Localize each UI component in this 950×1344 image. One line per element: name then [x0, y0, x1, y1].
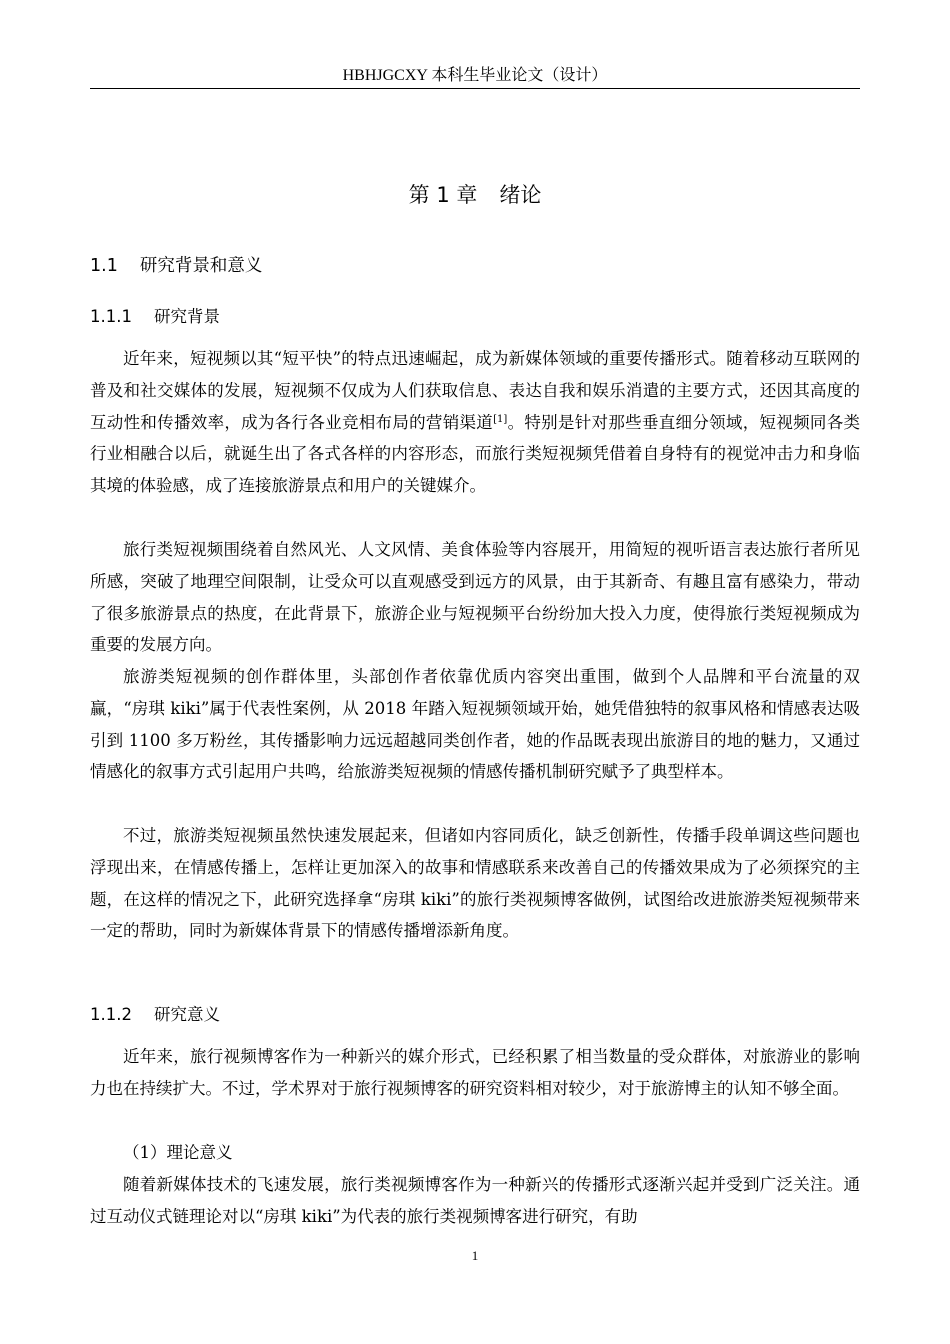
paragraph-background-4: 不过，旅游类短视频虽然快速发展起来，但诸如内容同质化，缺乏创新性，传播手段单调这些问题也浮现出来，在情感传播上，怎样让更加深入的故事和情感联系来改善自己的传播效果成为了必须探究的主题，在这样的情况之下，此研究选择拿“房琪 kiki”的旅行类视频博客做例，试图给改进旅游类短视频带来一定的帮助，同时为新媒体背景下的情感传播增添新角度。 — [90, 826, 860, 941]
section-title: 研究背景 — [153, 307, 220, 326]
paragraph-significance-2: 随着新媒体技术的飞速发展，旅行类视频博客作为一种新兴的传播形式逐渐兴起并受到广泛关注。通过互动仪式链理论对以“房琪 kiki”为代表的旅行类视频博客进行研究，有助 — [90, 1175, 860, 1226]
section-number: 1.1.2 — [90, 1005, 132, 1024]
section-number: 1.1.1 — [90, 307, 132, 326]
paragraph-background-1 — [90, 343, 860, 502]
subheading-theory: （1）理论意义 — [123, 1143, 233, 1162]
section-title: 研究意义 — [153, 1005, 220, 1024]
header-rule — [90, 88, 860, 89]
chapter-number: 第 1 章 — [408, 183, 478, 207]
citation-ref: [1] — [493, 413, 508, 425]
paragraph-background-2: 旅行类短视频围绕着自然风光、人文风情、美食体验等内容展开，用简短的视听语言表达旅行者所见所感，突破了地理空间限制，让受众可以直观感受到远方的风景，由于其新奇、有趣且富有感染力，带动了很多旅游景点的热度，在此背景下，旅游企业与短视频平台纷纷加大投入力度，使得旅行类短视频成为重要的发展方向。 — [90, 540, 860, 655]
paragraph-text: 。特别是针对那些垂直细分领域，短视频同各类行业相融合以后，就诞生出了各式各样的内容形态，而旅行类短视频凭借着自身特有的视觉冲击力和身临其境的体验感，成了连接旅游景点和用户的关键媒介。 — [90, 412, 861, 496]
paragraph-significance-1: 近年来，旅行视频博客作为一种新兴的媒介形式，已经积累了相当数量的受众群体，对旅游业的影响力也在持续扩大。不过，学术界对于旅行视频博客的研究资料相对较少，对于旅游博主的认知不够全面。 — [90, 1047, 860, 1098]
section-heading-1-1 — [90, 253, 262, 279]
section-number: 1.1 — [90, 256, 118, 276]
page-number: 1 — [471, 1248, 479, 1263]
paragraph-text: 近年来，短视频以其“短平快”的特点迅速崛起，成为新媒体领域的重要传播形式。随着移动互联网的普及和社交媒体的发展，短视频不仅成为人们获取信息、表达自我和娱乐消遣的主要方式，还因其高度的互动性和传播效率，成为各行各业竞相布局的营销渠道 — [90, 349, 860, 432]
section-heading-1-1-2 — [90, 1002, 220, 1028]
section-heading-1-1-1 — [90, 304, 220, 330]
section-title: 研究背景和意义 — [139, 256, 263, 276]
chapter-name: 绪论 — [499, 183, 542, 207]
paragraph-background-3: 旅游类短视频的创作群体里，头部创作者依靠优质内容突出重围，做到个人品牌和平台流量的双赢，“房琪 kiki”属于代表性案例，从 2018 年踏入短视频领域开始，她凭借独特的叙事风格和情感表达吸引到 1100 多万粉丝，其传播影响力远远超越同类创作者，她的作品既表现出旅游目的地的魅力，又通过情感化的叙事方式引起用户共鸣，给旅游类短视频的情感传播机制研究赋予了典型样本。 — [90, 667, 860, 782]
running-header: HBHJGCXY 本科生毕业论文（设计） — [342, 67, 608, 84]
chapter-title — [90, 180, 860, 210]
